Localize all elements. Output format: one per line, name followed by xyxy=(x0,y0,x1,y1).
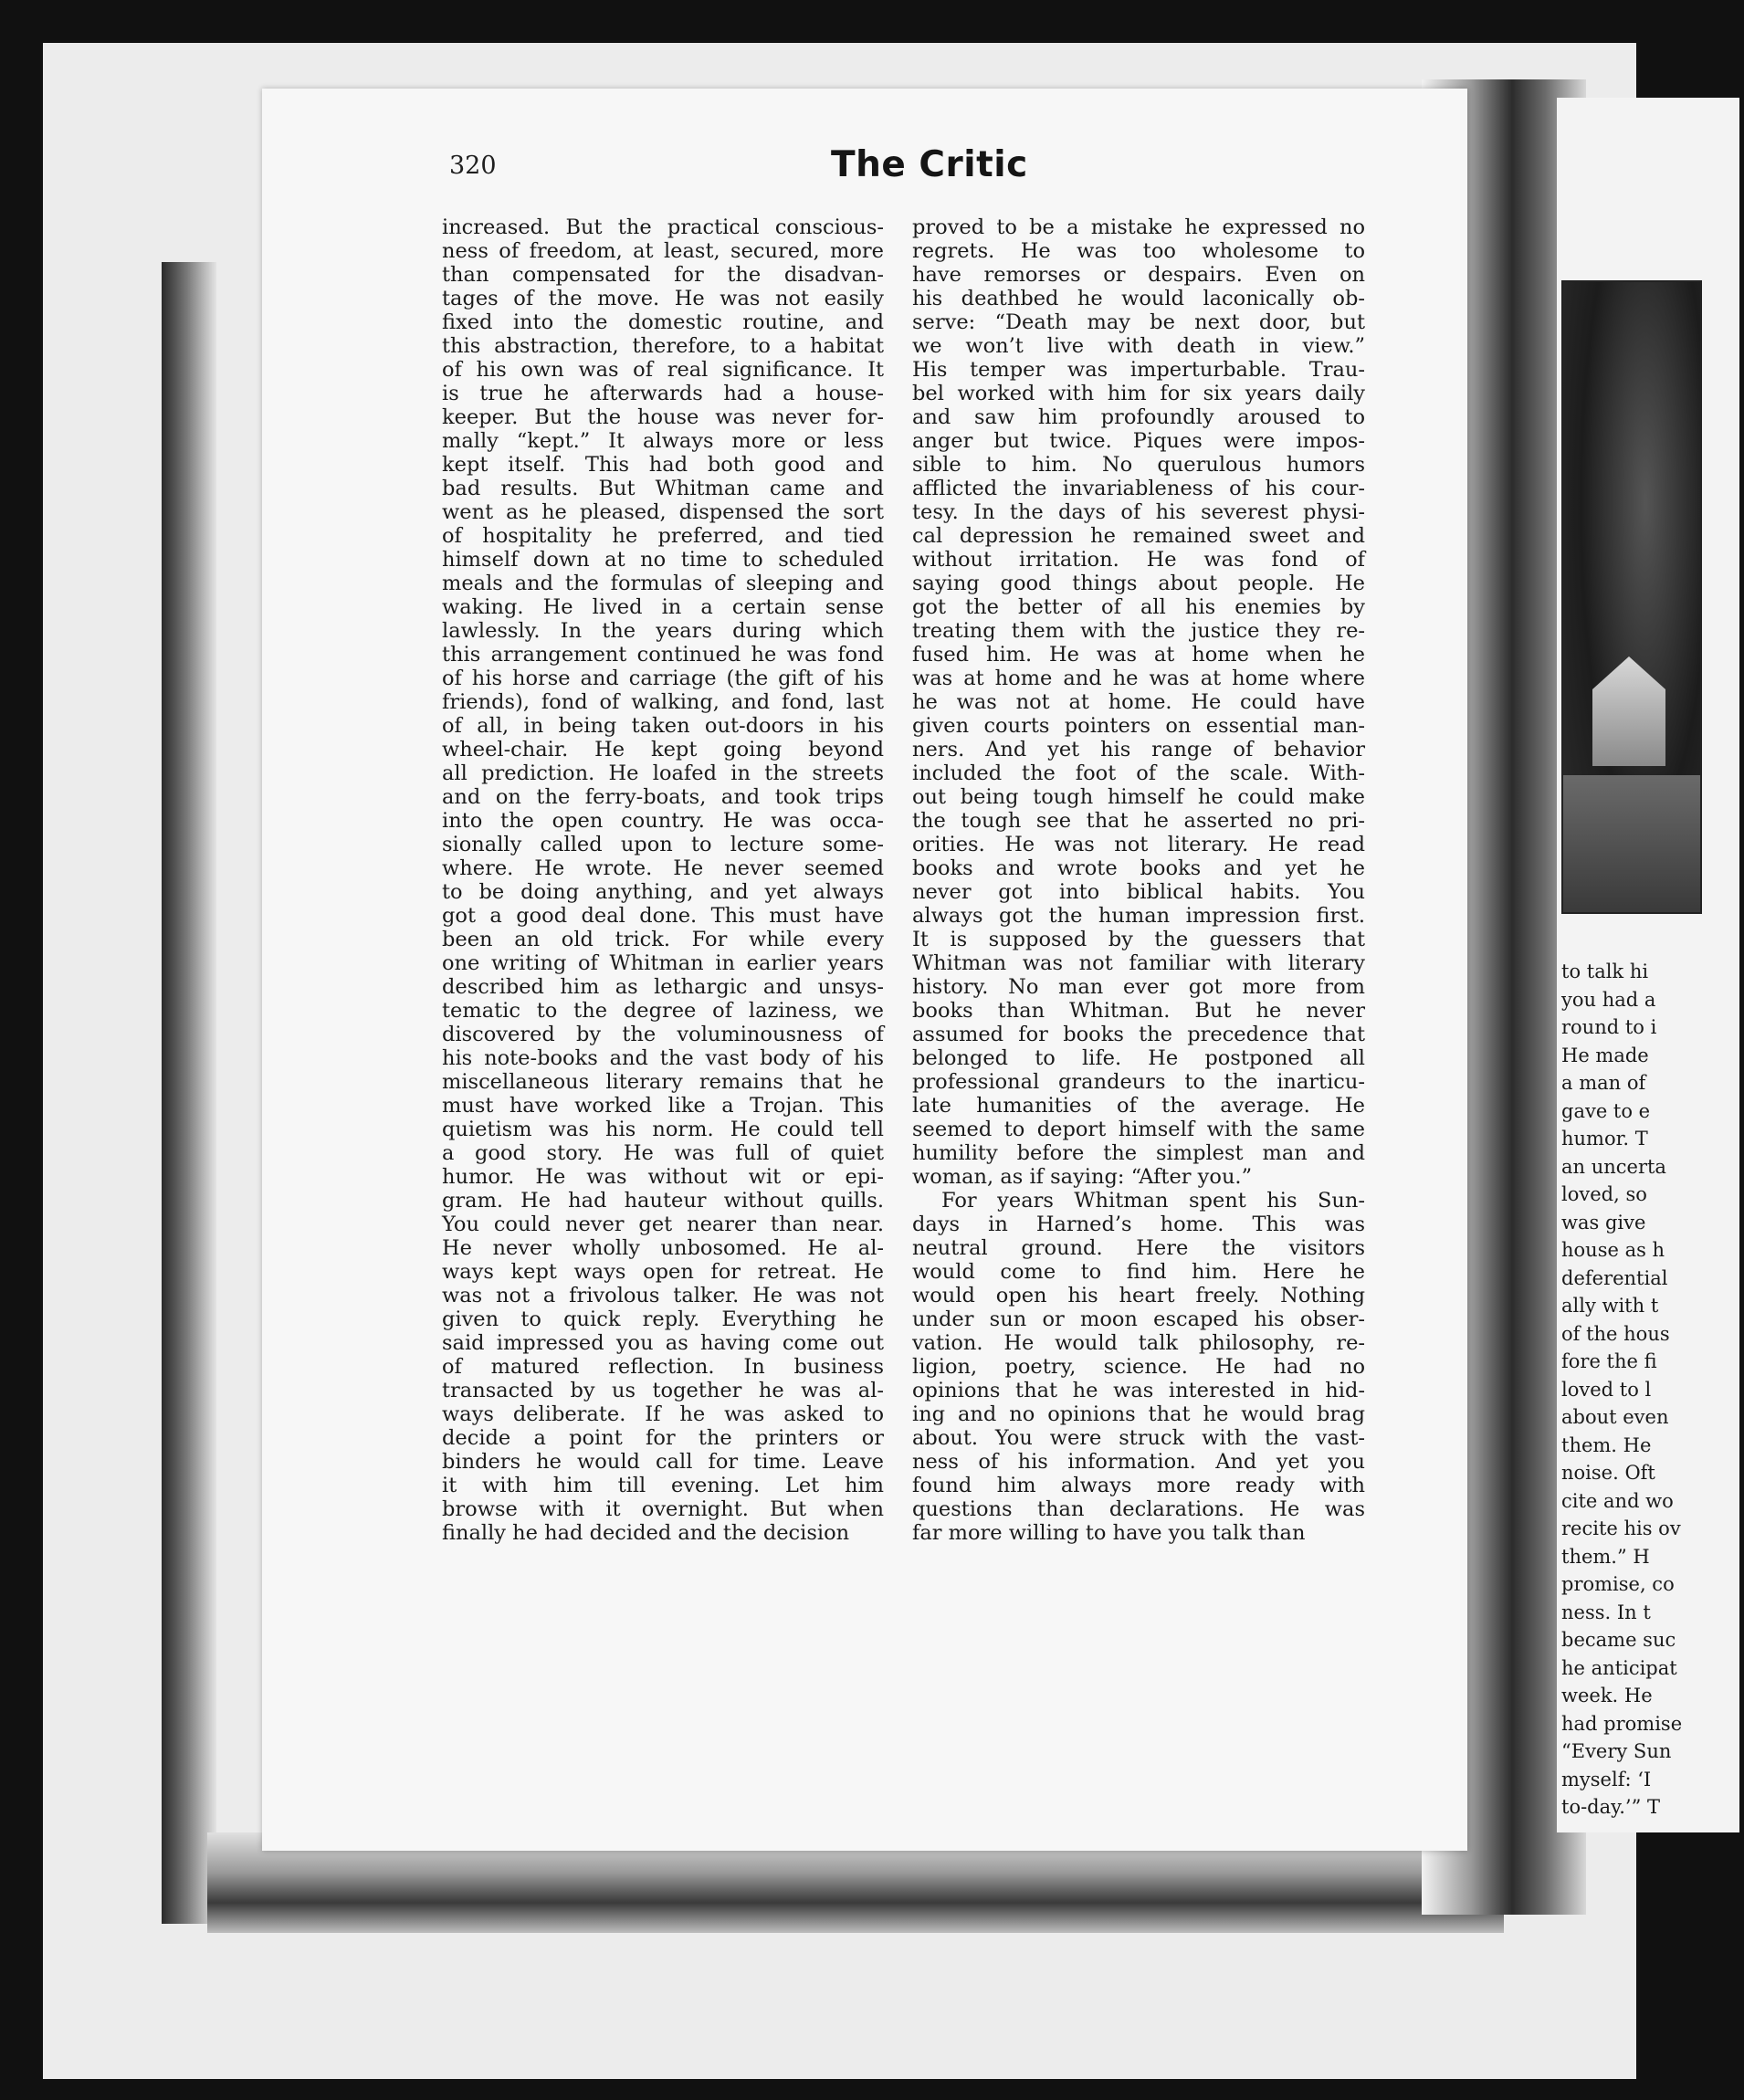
text-line: vation. He would talk philosophy, re- xyxy=(912,1331,1365,1355)
text-line: ligion, poetry, science. He had no xyxy=(912,1355,1365,1379)
text-line: under sun or moon escaped his obser- xyxy=(912,1307,1365,1331)
text-line: where. He wrote. He never seemed xyxy=(442,856,884,880)
text-line: of his own was of real significance. It xyxy=(442,358,884,382)
text-line: finally he had decided and the decision xyxy=(442,1521,850,1545)
text-line: meals and the formulas of sleeping and xyxy=(442,572,884,595)
text-line: keeper. But the house was never for- xyxy=(442,405,884,429)
text-line: sionally called upon to lecture some- xyxy=(442,833,884,856)
text-line: fixed into the domestic routine, and xyxy=(442,310,884,334)
text-line: of matured reflection. In business xyxy=(442,1355,884,1379)
text-line: described him as lethargic and unsys- xyxy=(442,975,884,999)
text-line: than compensated for the disadvan- xyxy=(442,263,884,287)
text-line: was at home and he was at home where xyxy=(912,667,1365,690)
facing-page-line: “Every Sun xyxy=(1561,1740,1672,1762)
text-line: sible to him. No querulous humors xyxy=(912,453,1365,477)
facing-page-line: an uncerta xyxy=(1561,1155,1666,1178)
facing-page-line: week. He xyxy=(1561,1685,1653,1706)
facing-page-line: of the hous xyxy=(1561,1322,1670,1345)
text-line: went as he pleased, dispensed the sort xyxy=(442,500,884,524)
text-line: without irritation. He was fond of xyxy=(912,548,1365,572)
text-line: wheel-chair. He kept going beyond xyxy=(442,738,884,761)
facing-page-line: He made xyxy=(1561,1044,1649,1066)
text-line: given courts pointers on essential man- xyxy=(912,714,1365,738)
facing-page-line: loved, so xyxy=(1561,1183,1647,1205)
text-line: got a good deal done. This must have xyxy=(442,904,884,928)
text-line: humor. He was without wit or epi- xyxy=(442,1165,884,1189)
text-line: increased. But the practical conscious- xyxy=(442,215,884,239)
text-line: tematic to the degree of laziness, we xyxy=(442,999,884,1023)
text-line: this abstraction, therefore, to a habitat xyxy=(442,334,884,358)
text-line: have remorses or despairs. Even on xyxy=(912,263,1365,287)
text-line: found him always more ready with xyxy=(912,1474,1365,1497)
text-line: days in Harned’s home. This was xyxy=(912,1213,1365,1236)
text-line: His temper was imperturbable. Trau- xyxy=(912,358,1365,382)
text-line: history. No man ever got more from xyxy=(912,975,1365,999)
text-line: regrets. He was too wholesome to xyxy=(912,239,1365,263)
text-line: He never wholly unbosomed. He al- xyxy=(442,1236,884,1260)
text-line: must have worked like a Trojan. This xyxy=(442,1094,884,1118)
text-line: humility before the simplest man and xyxy=(912,1141,1365,1165)
text-line: gram. He had hauteur without quills. xyxy=(442,1189,884,1213)
text-line: You could never get nearer than near. xyxy=(442,1213,884,1236)
text-line: all prediction. He loafed in the streets xyxy=(442,761,884,785)
text-line: tages of the move. He was not easily xyxy=(442,287,884,310)
text-line: a good story. He was full of quiet xyxy=(442,1141,884,1165)
text-line: cal depression he remained sweet and xyxy=(912,524,1365,548)
facing-page-line: promise, co xyxy=(1561,1573,1675,1595)
facing-page-text xyxy=(1561,958,1744,1822)
text-line: out being tough himself he could make xyxy=(912,785,1365,809)
facing-page-line: gave to e xyxy=(1561,1099,1651,1122)
facing-page-line: he anticipat xyxy=(1561,1656,1677,1679)
text-line: Whitman was not familiar with literary xyxy=(912,951,1365,975)
text-line: one writing of Whitman in earlier years xyxy=(442,951,884,975)
text-line: browse with it overnight. But when xyxy=(442,1497,884,1521)
photo-ground xyxy=(1563,775,1700,912)
text-line: included the foot of the scale. With- xyxy=(912,761,1365,785)
facing-page-line: had promise xyxy=(1561,1712,1683,1735)
facing-page-line: a man of xyxy=(1561,1072,1646,1094)
facing-page-line: to talk hi xyxy=(1561,961,1649,982)
facing-page-line: them.” H xyxy=(1561,1545,1650,1568)
text-line: ways deliberate. If he was asked to xyxy=(442,1402,884,1426)
text-line: his note-books and the vast body of his xyxy=(442,1046,884,1070)
text-line: decide a point for the printers or xyxy=(442,1426,884,1450)
text-line: always got the human impression first. xyxy=(912,904,1365,928)
text-line: is true he afterwards had a house- xyxy=(442,382,884,405)
text-line: orities. He was not literary. He read xyxy=(912,833,1365,856)
text-line: far more willing to have you talk than xyxy=(912,1521,1306,1545)
photo-house xyxy=(1592,656,1665,766)
text-line: professional grandeurs to the inarticu- xyxy=(912,1070,1365,1094)
facing-page-line: humor. T xyxy=(1561,1128,1648,1150)
text-line: It is supposed by the guessers that xyxy=(912,928,1365,951)
facing-page-line: was give xyxy=(1561,1211,1646,1234)
text-line: bel worked with him for six years daily xyxy=(912,382,1365,405)
facing-page xyxy=(1557,98,1739,1832)
text-line: binders he would call for time. Leave xyxy=(442,1450,884,1474)
text-line: belonged to life. He postponed all xyxy=(912,1046,1365,1070)
facing-page-line: ness. In t xyxy=(1561,1601,1651,1623)
facing-page-line: cite and wo xyxy=(1561,1489,1674,1512)
text-line: of hospitality he preferred, and tied xyxy=(442,524,884,548)
text-line: the tough see that he asserted no pri- xyxy=(912,809,1365,833)
facing-page-photograph xyxy=(1561,280,1702,914)
text-line: ners. And yet his range of behavior xyxy=(912,738,1365,761)
facing-page-line: fore the fi xyxy=(1561,1350,1657,1372)
facing-page-line: you had a xyxy=(1561,988,1656,1011)
text-line: would open his heart freely. Nothing xyxy=(912,1284,1365,1307)
text-line: fused him. He was at home when he xyxy=(912,643,1365,667)
text-line: we won’t live with death in view.” xyxy=(912,334,1365,358)
text-line: waking. He lived in a certain sense xyxy=(442,595,884,619)
text-line: into the open country. He was occa- xyxy=(442,809,884,833)
text-line: anger but twice. Piques were impos- xyxy=(912,429,1365,453)
text-line: books and wrote books and yet he xyxy=(912,856,1365,880)
text-line: this arrangement continued he was fond xyxy=(442,643,884,667)
text-line: friends), fond of walking, and fond, last xyxy=(442,690,884,714)
text-line: assumed for books the precedence that xyxy=(912,1023,1365,1046)
facing-page-line: myself: ‘I xyxy=(1561,1768,1652,1790)
text-line: For years Whitman spent his Sun- xyxy=(941,1189,1365,1213)
text-line: ness of his information. And yet you xyxy=(912,1450,1365,1474)
text-line: bad results. But Whitman came and xyxy=(442,477,884,500)
running-title: The Critic xyxy=(831,144,1028,185)
text-line: miscellaneous literary remains that he xyxy=(442,1070,884,1094)
facing-page-line: noise. Oft xyxy=(1561,1462,1655,1484)
text-line: transacted by us together he was al- xyxy=(442,1379,884,1402)
text-line: to be doing anything, and yet always xyxy=(442,880,884,904)
text-line: treating them with the justice they re- xyxy=(912,619,1365,643)
text-line: woman, as if saying: “After you.” xyxy=(912,1165,1253,1189)
facing-page-line: house as h xyxy=(1561,1239,1665,1261)
text-line: serve: “Death may be next door, but xyxy=(912,310,1365,334)
facing-page-line: to-day.’” T xyxy=(1561,1796,1660,1818)
text-line: and saw him profoundly aroused to xyxy=(912,405,1365,429)
facing-page-line: ally with t xyxy=(1561,1295,1659,1317)
text-line: questions than declarations. He was xyxy=(912,1497,1365,1521)
book-spine-edge xyxy=(162,262,216,1924)
text-line: late humanities of the average. He xyxy=(912,1094,1365,1118)
facing-page-line: deferential xyxy=(1561,1266,1668,1289)
text-line: given to quick reply. Everything he xyxy=(442,1307,884,1331)
text-line: saying good things about people. He xyxy=(912,572,1365,595)
text-line: ness of freedom, at least, secured, more xyxy=(442,239,884,263)
text-line: ways kept ways open for retreat. He xyxy=(442,1260,884,1284)
text-line: his deathbed he would laconically ob- xyxy=(912,287,1365,310)
text-line: about. You were struck with the vast- xyxy=(912,1426,1365,1450)
text-line: ing and no opinions that he would brag xyxy=(912,1402,1365,1426)
text-line: would come to find him. Here he xyxy=(912,1260,1365,1284)
text-line: kept itself. This had both good and xyxy=(442,453,884,477)
text-line: of all, in being taken out-doors in his xyxy=(442,714,884,738)
facing-page-line: about even xyxy=(1561,1406,1669,1428)
text-line: discovered by the voluminousness of xyxy=(442,1023,884,1046)
facing-page-line: loved to l xyxy=(1561,1378,1652,1401)
text-line: quietism was his norm. He could tell xyxy=(442,1118,884,1141)
text-line: neutral ground. Here the visitors xyxy=(912,1236,1365,1260)
text-line: and on the ferry-boats, and took trips xyxy=(442,785,884,809)
text-line: it with him till evening. Let him xyxy=(442,1474,884,1497)
text-line: seemed to deport himself with the same xyxy=(912,1118,1365,1141)
facing-page-line: became suc xyxy=(1561,1629,1676,1651)
text-line: mally “kept.” It always more or less xyxy=(442,429,884,453)
text-line: been an old trick. For while every xyxy=(442,928,884,951)
text-line: lawlessly. In the years during which xyxy=(442,619,884,643)
facing-page-line: recite his ov xyxy=(1561,1517,1681,1539)
text-line: opinions that he was interested in hid- xyxy=(912,1379,1365,1402)
text-line: got the better of all his enemies by xyxy=(912,595,1365,619)
text-line: tesy. In the days of his severest physi- xyxy=(912,500,1365,524)
facing-page-line: round to i xyxy=(1561,1016,1657,1038)
text-line: of his horse and carriage (the gift of his xyxy=(442,667,884,690)
text-line: himself down at no time to scheduled xyxy=(442,548,884,572)
page-number: 320 xyxy=(449,152,497,180)
left-text-column xyxy=(442,215,884,1545)
text-line: never got into biblical habits. You xyxy=(912,880,1365,904)
text-line: afflicted the invariableness of his cour- xyxy=(912,477,1365,500)
text-line: said impressed you as having come out xyxy=(442,1331,884,1355)
text-line: proved to be a mistake he expressed no xyxy=(912,215,1365,239)
right-text-column xyxy=(912,215,1365,1545)
text-line: was not a frivolous talker. He was not xyxy=(442,1284,884,1307)
text-line: he was not at home. He could have xyxy=(912,690,1365,714)
text-line: books than Whitman. But he never xyxy=(912,999,1365,1023)
facing-page-line: them. He xyxy=(1561,1433,1652,1456)
